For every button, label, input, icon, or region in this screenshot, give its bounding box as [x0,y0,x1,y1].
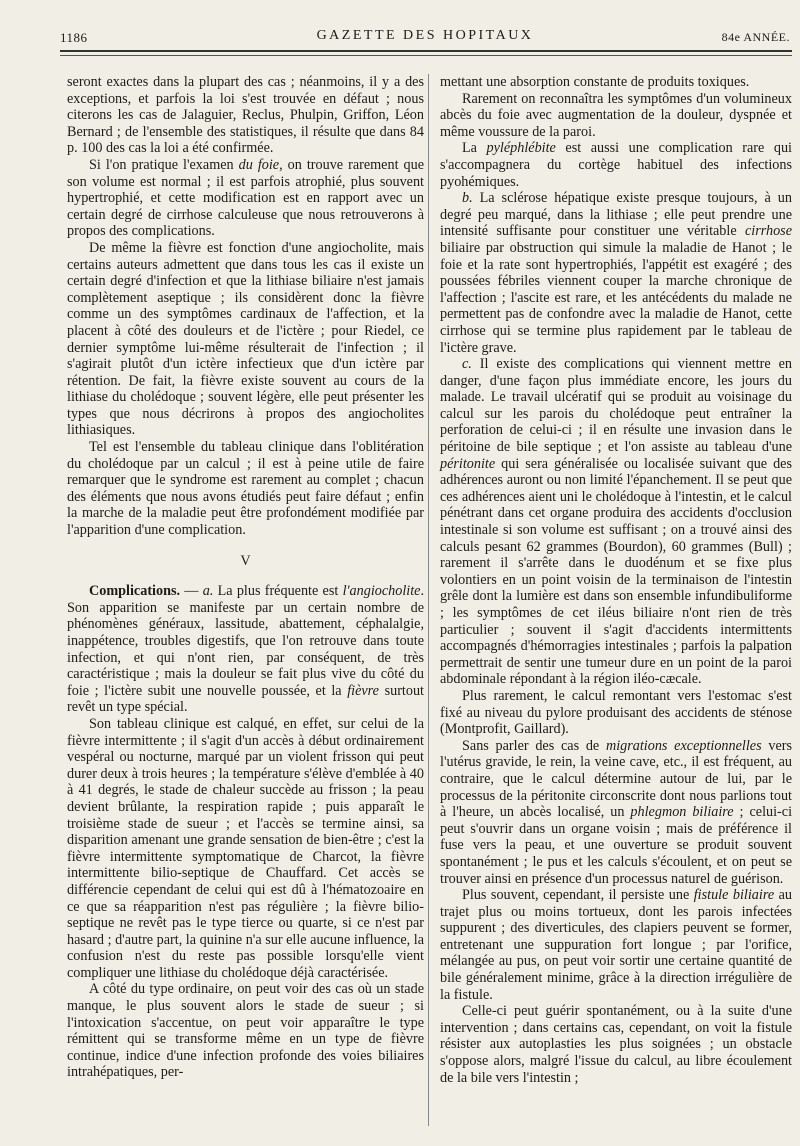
paragraph: De même la fièvre est fonction d'une angiocholite, mais certains auteurs admettent que dans tous les cas il existe un certain degré d'infection et que la lithiase biliaire n'est jamais complètement aseptique ; ils considèrent donc la fièvre comme un des symptômes cardinaux de l'affection, et la placent à côté des douleurs et de l'ictère ; pour Riedel, ce dernier symptôme lui-même résulterait de l'infection ; il s'agirait plutôt d'un ictère infectieux que d'un ictère par rétention. De fait, la fièvre existe souvent au cours de la lithiase du cholédoque ; souvent légère, elle peut présenter les types que nous décrirons à propos des angiocholites lithiasiques. [67,239,424,439]
header-rule-thin [60,55,792,56]
paragraph: Celle-ci peut guérir spontanément, ou à la suite d'une intervention ; dans certains cas, cependant, on voit la fistule résister aux autoplasties les plus soignées ; un obstacle s'oppose alors, malgré l'issue du calcul, au libre écoulement de la bile vers l'intestin ; [440,1003,792,1086]
section-number: V [240,552,251,569]
right-column [440,74,792,1086]
paragraph: b. La sclérose hépatique existe presque toujours, à un degré peu marqué, dans la lithiase ; elle peut prendre une intensité suffisante pour constituer une véritable cirrhose biliaire par obstruction qui simule la maladie de Hanot ; le foie et la rate sont hypertrophiés, l'appétit est exagéré ; des poussées fébriles viennent couper la marche chronique de l'affection ; l'ascite est rare, et les antécédents du malade ne permettent pas de confondre avec la maladie de Hanot, cette cirrhose qui se termine plus rapidement par le tableau de l'ictère grave. [440,190,792,356]
paragraph: c. Il existe des complications qui viennent mettre en danger, d'une façon plus immédiate encore, les jours du malade. Le travail ulcératif qui se produit au voisinage du calcul sur les parois du cholédoque peut entraîner la perforation de celui-ci ; il en résulte une invasion dans le péritoine de bile septique ; et l'on assiste au tableau d'une péritonite qui sera généralisée ou localisée suivant que des adhérences auront ou non limité l'épanchement. Il se peut que ces adhérences aient uni le cholédoque à l'intestin, et le calcul pénétrant dans cet organe produira des accidents d'occlusion intestinale si son volume est suffisant ; on a trouvé ainsi des calculs pesant 62 grammes (Bourdon), 60 grammes (Bull) ; rarement il s'arrête dans le duodénum et se fixe plus volontiers en un point voisin de la terminaison de l'intestin grêle dont la lumière est dans son ensemble infundibuliforme ; les symptômes de cet iléus biliaire n'ont rien de très particulier ; souvent il s'agit d'accidents intermittents accompagnés d'hémorragies intestinales ; parfois la palpation permettrait de sentir une tumeur dure en un point de la paroi abdominale répondant à la région iléo-cæcale. [440,356,792,688]
header-rule-thick [60,50,792,52]
paragraph: Si l'on pratique l'examen du foie, on trouve rarement que son volume est normal ; il est parfois atrophié, plus souvent hypertrophié, et cette modification est en rapport avec un certain degré de cirrhose calculeuse que nous retrouverons à propos des complications. [67,156,424,240]
paragraph: La pyléphlébite est aussi une complication rare qui s'accompagnera du cortège habituel des infections pyohémiques. [440,140,792,190]
left-column [67,74,424,1081]
paragraph: mettant une absorption constante de produits toxiques. [440,74,750,90]
paragraph: A côté du type ordinaire, on peut voir des cas où un stade manque, le plus souvent alors le stade de sueur ; si l'intoxication s'accentue, on peut voir apparaître le type rémittent qui se transforme même en un type de fièvre continue, indice d'une infection profonde des voies biliaires intrahépatiques, per- [67,981,424,1081]
paragraph: Complications. — a. La plus fréquente est l'angiocholite. Son apparition se manifeste par un certain nombre de phénomènes généraux, lassitude, abattement, céphalalgie, inappétence, troubles digestifs, que l'on retrouve dans toute infection, et qui n'ont rien, par conséquent, de très caractéristique ; mais la douleur se fait plus vive du côté du foie ; l'ictère subit une nouvelle poussée, et la fièvre surtout revêt un type spécial. [67,583,425,716]
volume-year: 84e ANNÉE. [721,30,790,44]
journal-title: GAZETTE DES HOPITAUX [316,28,534,43]
paragraph: Son tableau clinique est calqué, en effet, sur celui de la fièvre intermittente ; il s'agit d'un accès à début ordinairement vespéral ou nocturne, marqué par un violent frisson qui peut durer deux à trois heures ; la température s'élève d'emblée à 40 à 41 degrés, le stade de chaleur succède au frisson ; la peau devient brûlante, la respiration rapide ; puis apparaît le troisième stade de sueur ; et l'accès se termine ainsi, sa disparition amenant une grande sensation de bien-être ; c'est la fièvre intermittente symptomatique de Charcot, la fièvre intermittente bilio-septique de Chauffard. Cet accès se différencie cependant de celui qui est dû à l'hématozoaire en ce que sa réapparition n'est pas régulière ; la fièvre bilio-septique ne revêt pas le type tierce ou quarte, si ce n'est par hasard ; d'autre part, la quinine n'a sur elle aucune influence, la confusion n'est du reste pas possible lorsqu'elle vient compliquer une lithiase du cholédoque déjà caractérisée. [67,715,424,981]
paragraph: Tel est l'ensemble du tableau clinique dans l'oblitération du cholédoque par un calcul ; il est à peine utile de faire remarquer que le syndrome est rarement au complet ; chacun des éléments que nous avons étudiés peut faire défaut ; enfin la marche de la maladie peut être profondément modifiée par l'apparition d'une complication. [67,439,424,539]
section-heading: Complications. [89,583,181,600]
paragraph: Plus rarement, le calcul remontant vers l'estomac s'est fixé au niveau du pylore produisant des accidents de sténose (Montprofit, Gaillard). [440,687,792,738]
paragraph: Rarement on reconnaîtra les symptômes d'un volumineux abcès du foie avec augmentation de la douleur, dyspnée et même voussure de la paroi. [440,90,792,140]
paragraph: Plus souvent, cependant, il persiste une fistule biliaire au trajet plus ou moins tortueux, dont les parois infectées suppurent ; des diverticules, des clapiers peuvent se former, entretenant une suppuration fort longue ; par l'orifice, mélangée au pus, on peut voir sortir une certaine quantité de bile généralement minime, grâce à la direction irrégulière de la fistule. [440,887,792,1003]
column-divider [428,74,429,1126]
paragraph: seront exactes dans la plupart des cas ; néanmoins, il y a des exceptions, et parfois la loi s'est trouvée en défaut ; nous citerons les cas de Jalaguier, Reclus, Phulpin, Griffon, Léon Bernard ; de l'ensemble des statistiques, il résulte que dans 84 p. 100 des cas la loi a été confirmée. [67,74,424,157]
paragraph: Sans parler des cas de migrations exceptionnelles vers l'utérus gravide, le rein, la veine cave, etc., il est fréquent, au contraire, que le calcul détermine autour de lui, par le processus de la péritonite circonscrite dont nous parlions tout à l'heure, un abcès localisé, un phlegmon biliaire ; celui-ci peut s'ouvrir dans un organe voisin ; mais de préférence il fuse vers la peau, et une ouverture se produit souvent spontanément ; le pus et les calculs s'écoulent, et on peut se trouver ainsi en présence d'un processus naturel de guérison. [440,737,793,887]
page-number: 1186 [60,30,88,45]
running-header [60,28,790,48]
